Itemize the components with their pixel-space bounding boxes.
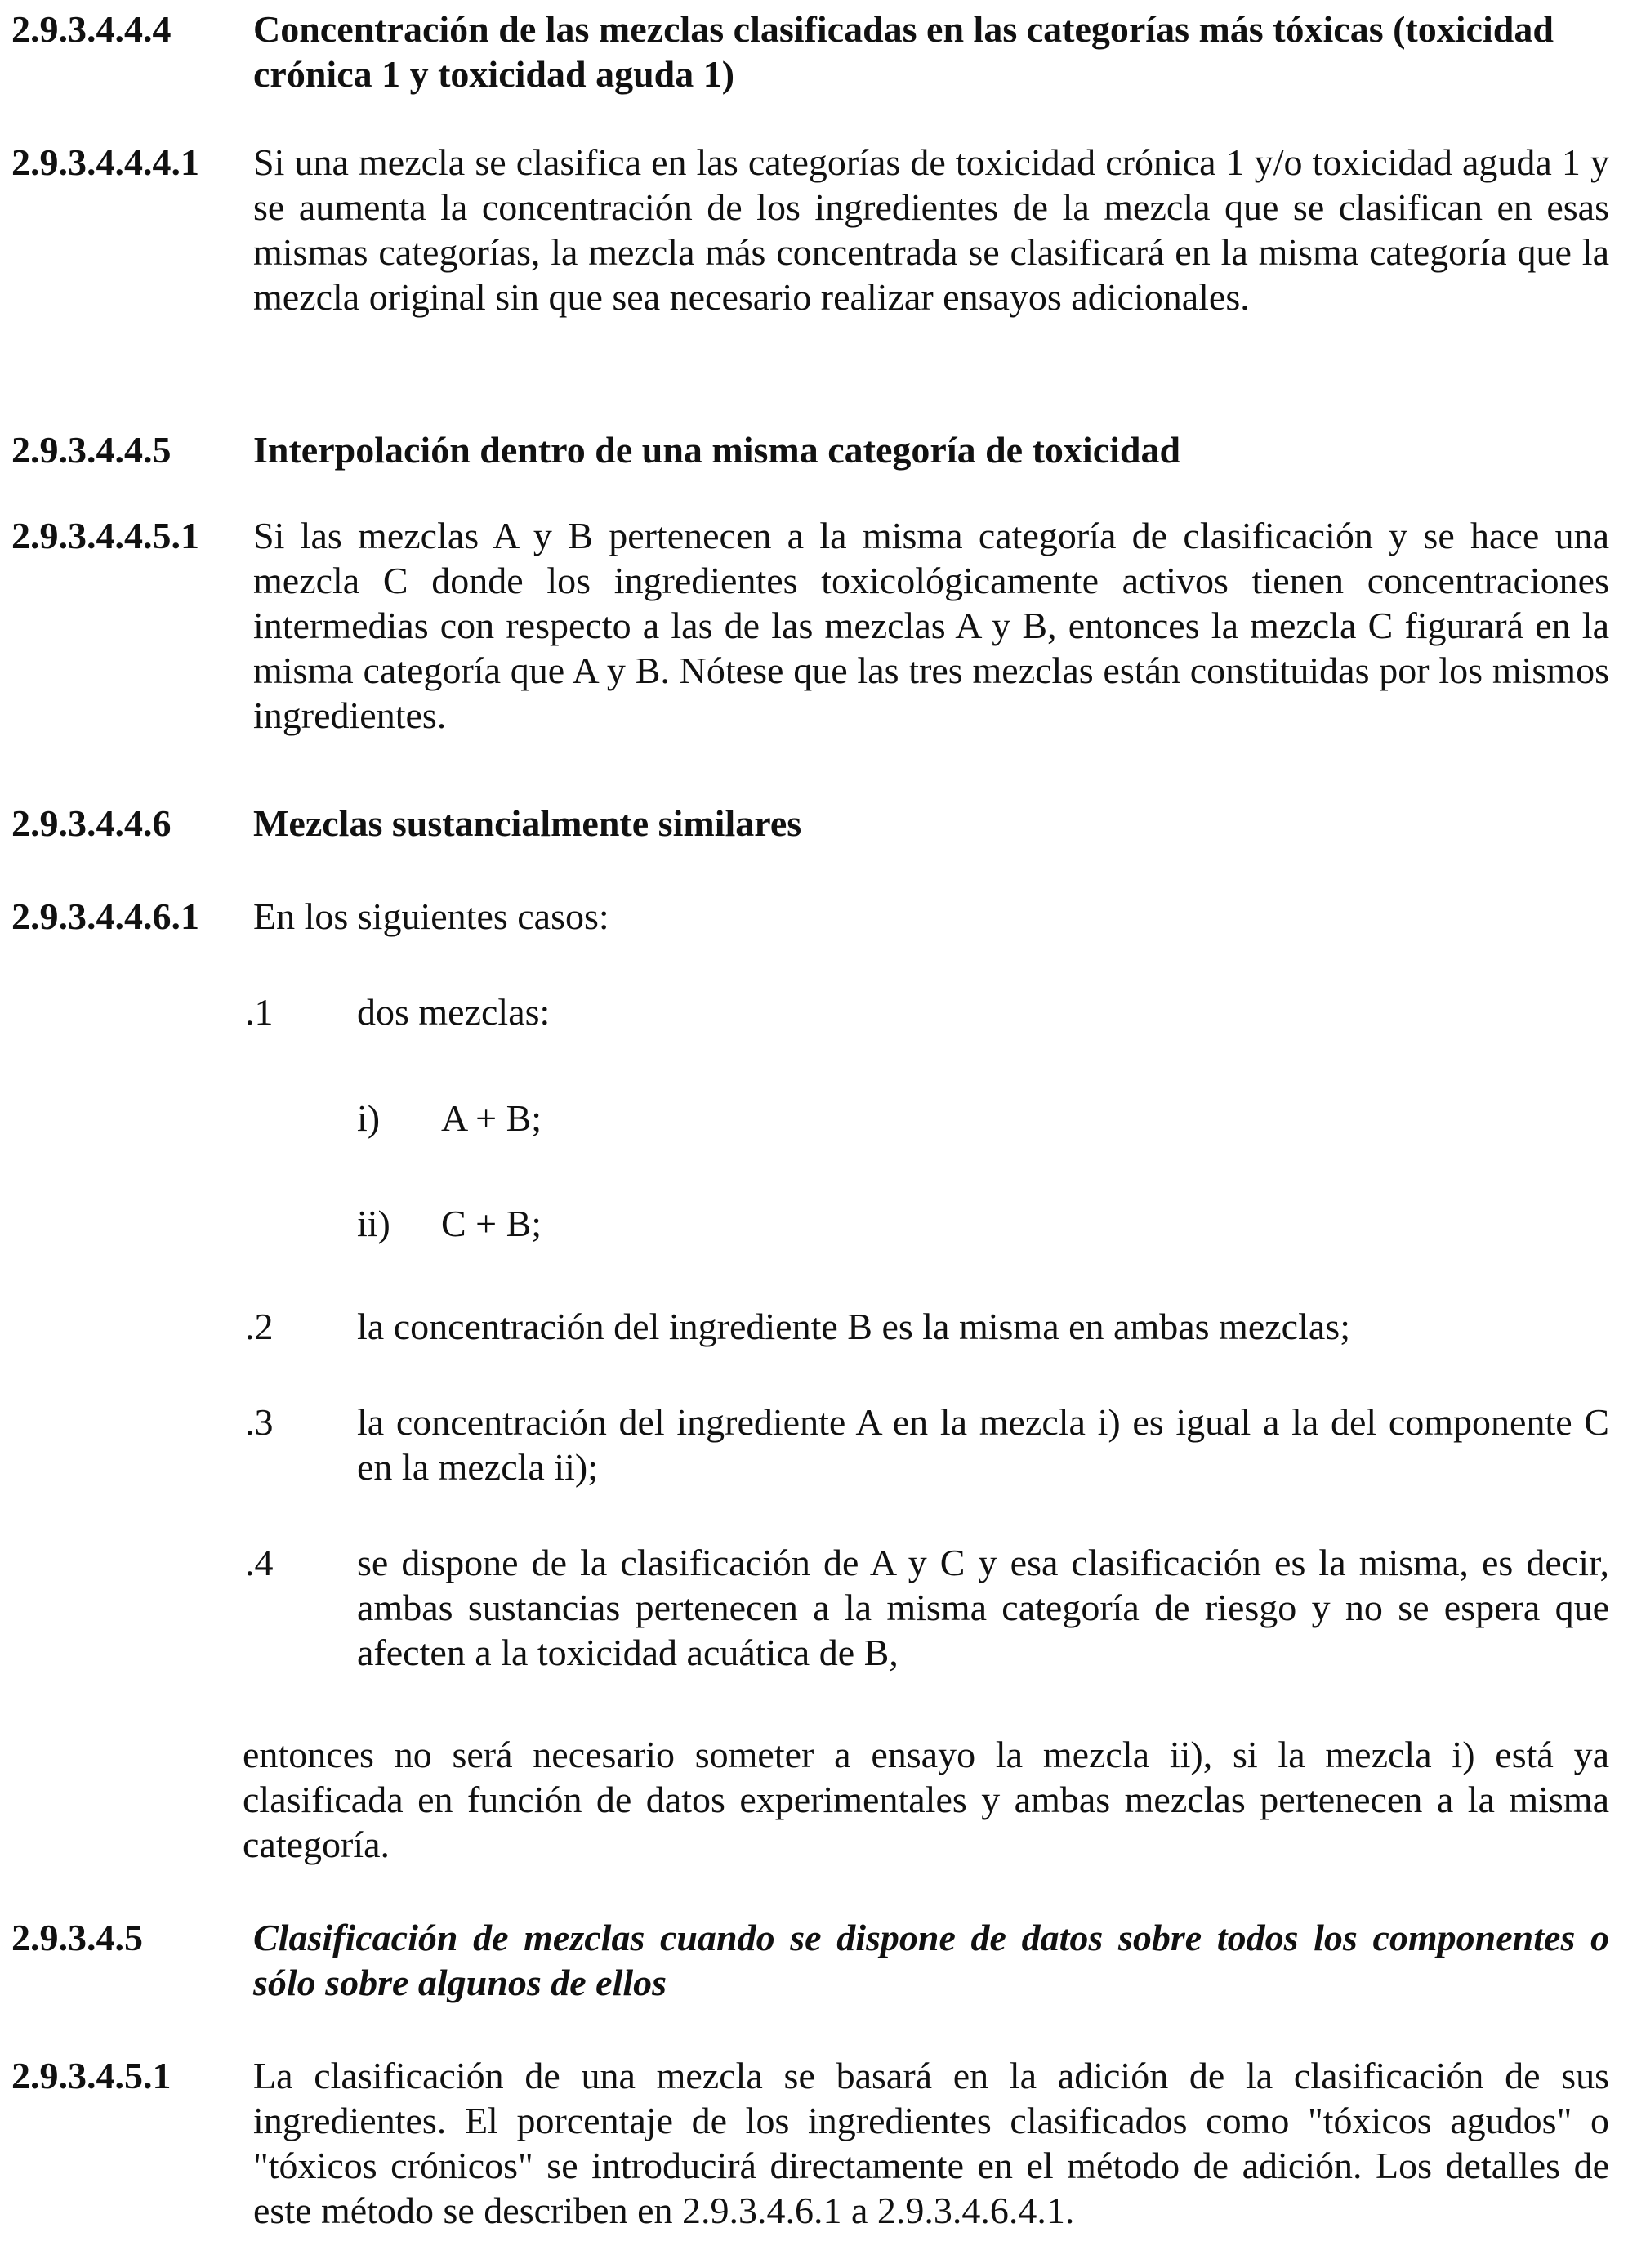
paragraph-clasificacion-adicion: La clasificación de una mezcla se basará en la adición de la clasificación de sus ingredientes. El porcentaje de los ingredientes clasificados como "tóxicos agudos" o "tóxicos crónicos" se introducirá directamente en el método de adición. Los detalles de este método se describen en 2.9.3.4.6.1 a 2.9.3.4.6.4.1. xyxy=(253,2055,1609,2231)
list-item-2-text: la concentración del ingrediente B es la misma en ambas mezclas; xyxy=(357,1306,1350,1347)
paragraph-concentracion: Si una mezcla se clasifica en las categorías de toxicidad crónica 1 y/o toxicidad aguda 1 y se aumenta la concentración de los ingredientes de la mezcla que se clasifican en esas mismas categorías, la mezcla más concentrada se clasificará en la misma categoría que la mezcla original sin que sea necesario realizar ensayos adicionales. xyxy=(253,141,1609,318)
list-item-1-text: dos mezclas: xyxy=(357,991,551,1033)
list-item-4-text: se dispone de la clasificación de A y C y esa clasificación es la misma, es decir, ambas sustancias pertenecen a la misma categoría de riesgo y no se espera que afecten a la toxicidad acuática de B, xyxy=(357,1542,1609,1673)
list-marker-3: .3 xyxy=(245,1401,274,1443)
section-number-2-9-3-4-4-5-1: 2.9.3.4.4.5.1 xyxy=(11,515,199,556)
section-heading-concentracion: Concentración de las mezclas clasificadas en las categorías más tóxicas (toxicidad crónica 1 y toxicidad aguda 1) xyxy=(253,8,1554,95)
list-marker-4: .4 xyxy=(245,1542,274,1583)
paragraph-casos: En los siguientes casos: xyxy=(253,895,609,937)
list-item-3-text: la concentración del ingrediente A en la mezcla i) es igual a la del componente C en la mezcla ii); xyxy=(357,1401,1609,1488)
section-number-2-9-3-4-4-6: 2.9.3.4.4.6 xyxy=(11,802,172,844)
paragraph-interpolacion: Si las mezclas A y B pertenecen a la misma categoría de clasificación y se hace una mezcla C donde los ingredientes toxicológicamente activos tienen concentraciones intermedias con respecto a las de las mezclas A y B, entonces la mezcla C figurará en la misma categoría que A y B. Nótese que las tres mezclas están constituidas por los mismos ingredientes. xyxy=(253,515,1609,736)
section-number-2-9-3-4-4-5: 2.9.3.4.4.5 xyxy=(11,429,172,471)
section-number-2-9-3-4-5-1: 2.9.3.4.5.1 xyxy=(11,2055,172,2096)
sublist-item-i-text: A + B; xyxy=(441,1097,542,1139)
section-number-2-9-3-4-4-4: 2.9.3.4.4.4 xyxy=(11,8,172,50)
sublist-marker-ii: ii) xyxy=(357,1203,390,1244)
section-heading-clasificacion-mezclas: Clasificación de mezclas cuando se dispone de datos sobre todos los componentes o sólo sobre algunos de ellos xyxy=(253,1917,1609,2003)
list-marker-1: .1 xyxy=(245,991,274,1033)
list-marker-2: .2 xyxy=(245,1306,274,1347)
sublist-marker-i: i) xyxy=(357,1097,381,1139)
paragraph-conclusion: entonces no será necesario someter a ensayo la mezcla ii), si la mezcla i) está ya clasificada en función de datos experimentales y ambas mezclas pertenecen a la misma categoría. xyxy=(243,1734,1609,1865)
section-number-2-9-3-4-5: 2.9.3.4.5 xyxy=(11,1917,143,1958)
section-number-2-9-3-4-4-4-1: 2.9.3.4.4.4.1 xyxy=(11,141,199,183)
sublist-item-ii-text: C + B; xyxy=(441,1203,542,1244)
section-heading-mezclas-similares: Mezclas sustancialmente similares xyxy=(253,802,802,844)
section-heading-interpolacion: Interpolación dentro de una misma categoría de toxicidad xyxy=(253,429,1181,471)
section-number-2-9-3-4-4-6-1: 2.9.3.4.4.6.1 xyxy=(11,895,199,937)
